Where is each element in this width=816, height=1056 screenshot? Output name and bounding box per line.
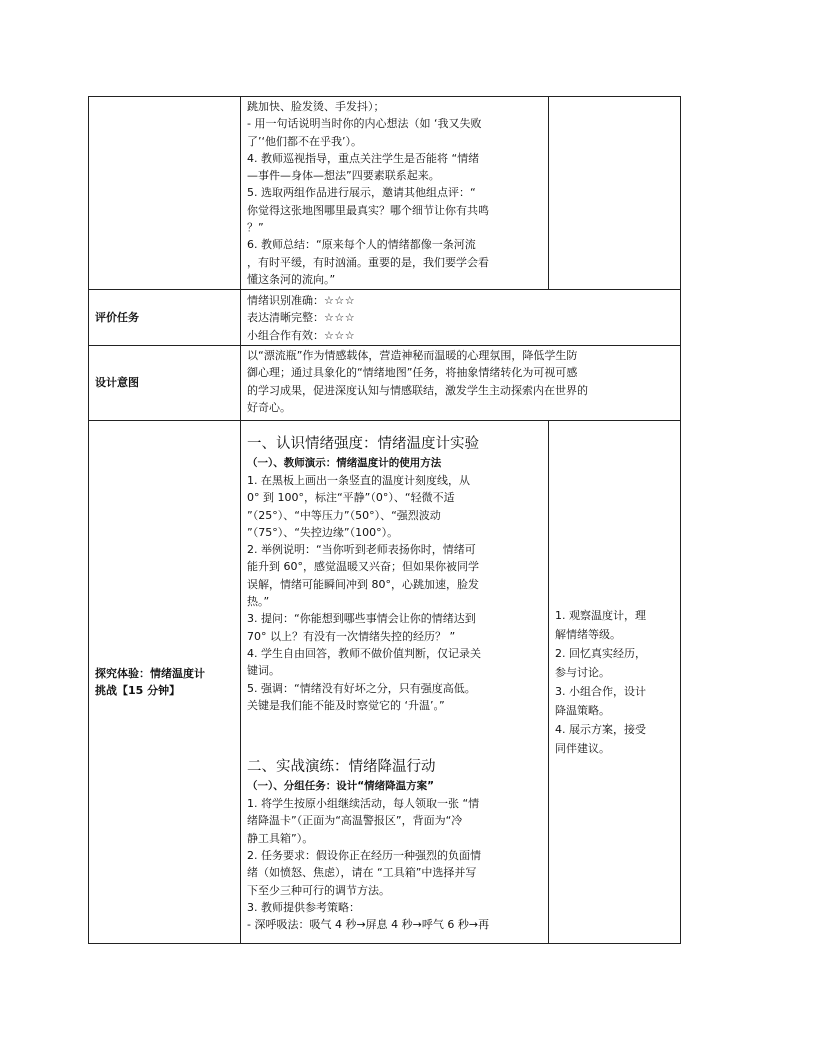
evaluation-item xyxy=(247,327,674,344)
text-line: 热。” xyxy=(247,595,270,609)
spacer xyxy=(247,714,542,756)
row-evaluation xyxy=(89,290,681,346)
text-line: 静工具箱”）。 xyxy=(247,831,314,845)
text-line: 误解，情绪可能瞬间冲到 80°，心跳加速，脸发 xyxy=(247,577,479,591)
text-line: 懂这条河的流向。” xyxy=(247,272,336,286)
design-label: 设计意图 xyxy=(95,376,139,390)
evaluation-item xyxy=(247,292,674,309)
student-activity-line: 解情绪等级。 xyxy=(555,628,621,641)
text-line: 你觉得这张地图哪里最真实？哪个细节让你有共鸣 xyxy=(247,203,489,217)
section-title: 一、认识情绪强度：情绪温度计实验 xyxy=(247,436,479,452)
text-line: 键词。 xyxy=(247,664,280,678)
text-line: 4. 教师巡视指导，重点关注学生是否能将 “情绪 xyxy=(247,151,480,165)
text-line: 关键是我们能不能及时察觉它的 ‘升温’。” xyxy=(247,698,445,712)
cell-explore-steps xyxy=(241,421,549,944)
text-line: ”（75°）、“失控边缘”（100°）。 xyxy=(247,525,399,539)
evaluation-item-text: 表达清晰完整： xyxy=(247,311,324,325)
text-line: 3. 提问：“你能想到哪些事情会让你的情绪达到 xyxy=(247,612,476,626)
student-activity-line: 4. 展示方案，接受 xyxy=(555,723,646,736)
cell-explore-label xyxy=(89,421,241,944)
row-explore xyxy=(89,421,681,944)
text-line: 下至少三种可行的调节方法。 xyxy=(247,883,390,897)
cell-evaluation-items xyxy=(241,290,681,346)
student-activity-line: 降温策略。 xyxy=(555,704,610,717)
student-activity-line: 参与讨论。 xyxy=(555,666,610,679)
text-line: 绪（如愤怒、焦虑），请在 “工具箱”中选择并写 xyxy=(247,866,477,880)
student-activity-line: 同伴建议。 xyxy=(555,742,610,755)
evaluation-item-text: 小组合作有效： xyxy=(247,328,324,342)
text-line: ？” xyxy=(247,221,264,235)
explore-label-line: 探究体验：情绪温度计 xyxy=(95,666,205,680)
star-rating-icon: ☆☆☆ xyxy=(324,328,356,342)
text-line: ，有时平缓，有时汹涌。重要的是，我们要学会看 xyxy=(247,255,489,269)
text-line: 的学习成果，促进深度认知与情感联结，激发学生主动探索内在世界的 xyxy=(247,383,588,397)
text-line: 2. 任务要求：假设你正在经历一种强烈的负面情 xyxy=(247,849,481,863)
text-line: ”（25°）、“中等压力”（50°）、“强烈波动 xyxy=(247,508,441,522)
text-line: - 用一句话说明当时你的内心想法（如 ‘我又失败 xyxy=(247,117,482,131)
cell-design-text xyxy=(241,346,681,421)
cell-design-label xyxy=(89,346,241,421)
student-activity-line: 3. 小组合作，设计 xyxy=(555,685,646,698)
section-subtitle: （一）、教师演示：情绪温度计的使用方法 xyxy=(247,457,442,469)
section-title: 二、实战演练：情绪降温行动 xyxy=(247,759,436,776)
text-line: 1. 将学生按原小组继续活动，每人领取一张 “情 xyxy=(247,797,480,811)
student-activity-line: 1. 观察温度计，理 xyxy=(555,609,646,622)
star-rating-icon: ☆☆☆ xyxy=(324,294,356,307)
text-line: 5. 选取两组作品进行展示，邀请其他组点评：“ xyxy=(247,186,476,200)
text-line: 6. 教师总结：“原来每个人的情绪都像一条河流 xyxy=(247,238,476,252)
cell-empty-label xyxy=(89,97,241,290)
cell-empty-student xyxy=(549,97,681,290)
evaluation-item xyxy=(247,309,674,326)
text-line: 1. 在黑板上画出一条竖直的温度计刻度线，从 xyxy=(247,474,470,487)
cell-student-activities xyxy=(549,421,681,944)
text-line: 跳加快、脸发烫、手发抖）； xyxy=(247,100,385,113)
text-line: 了’‘他们都不在乎我’）。 xyxy=(247,134,362,148)
row-design-intent xyxy=(89,346,681,421)
evaluation-item-text: 情绪识别准确： xyxy=(247,294,324,307)
row-activity-continued xyxy=(89,97,681,290)
text-line: 3. 教师提供参考策略： xyxy=(247,900,360,914)
text-line: 能升到 60°，感觉温暖又兴奋；但如果你被同学 xyxy=(247,560,479,574)
lesson-plan-table xyxy=(88,96,681,944)
cell-evaluation-label xyxy=(89,290,241,346)
text-line: 绪降温卡”（正面为“高温警报区”，背面为“冷 xyxy=(247,814,463,828)
cell-activity-steps xyxy=(241,97,549,290)
text-line: - 深呼吸法：吸气 4 秒→屏息 4 秒→呼气 6 秒→再 xyxy=(247,918,490,932)
text-line: 御心理；通过具象化的“情绪地图”任务，将抽象情绪转化为可视可感 xyxy=(247,366,578,380)
text-line: 70° 以上？有没有一次情绪失控的经历？ ” xyxy=(247,629,456,643)
text-line: 4. 学生自由回答，教师不做价值判断，仅记录关 xyxy=(247,646,481,660)
text-line: 以“漂流瓶”作为情感载体，营造神秘而温暖的心理氛围，降低学生防 xyxy=(247,349,578,362)
text-line: 0° 到 100°，标注“平静”（0°）、“轻微不适 xyxy=(247,491,455,505)
text-line: —事件—身体—想法”四要素联系起来。 xyxy=(247,169,440,183)
text-line: 5. 强调：“情绪没有好坏之分，只有强度高低。 xyxy=(247,681,476,695)
star-rating-icon: ☆☆☆ xyxy=(324,311,356,325)
text-line: 2. 举例说明：“当你听到老师表扬你时，情绪可 xyxy=(247,543,476,557)
explore-label-line: 挑战【15 分钟】 xyxy=(95,684,181,697)
evaluation-label: 评价任务 xyxy=(95,310,139,324)
text-line: 好奇心。 xyxy=(247,400,291,414)
student-activity-line: 2. 回忆真实经历， xyxy=(555,647,646,660)
section-subtitle: （一）、分组任务：设计“情绪降温方案” xyxy=(247,780,435,793)
